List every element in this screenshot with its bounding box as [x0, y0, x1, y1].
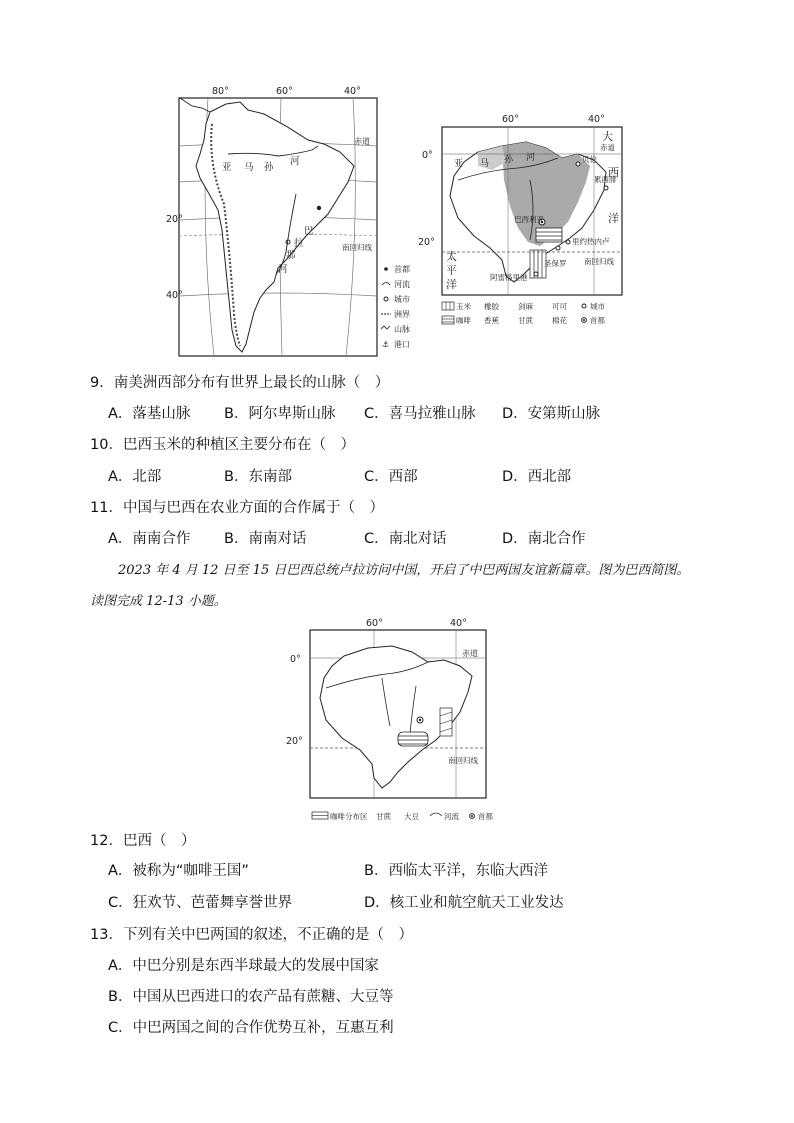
svg-text:可可: 可可	[552, 302, 567, 311]
svg-text:咖啡分布区: 咖啡分布区	[330, 812, 368, 821]
svg-text:拉: 拉	[294, 238, 304, 249]
question-10-stem: 10．巴西玉米的种植区主要分布在（ ）	[90, 437, 355, 453]
svg-text:巴西利亚: 巴西利亚	[514, 215, 544, 224]
q12-option-c[interactable]: C．狂欢节、芭蕾舞享誉世界	[108, 895, 293, 911]
q11-option-a[interactable]: A．南南合作	[108, 531, 191, 547]
svg-text:60°: 60°	[366, 618, 383, 629]
q11-option-c[interactable]: C．南北对话	[364, 531, 447, 547]
svg-text:河: 河	[290, 156, 300, 167]
svg-text:南回归线: 南回归线	[448, 756, 478, 765]
svg-text:西: 西	[608, 166, 619, 179]
svg-text:香蕉: 香蕉	[484, 316, 499, 325]
svg-text:太: 太	[446, 250, 457, 263]
svg-text:首都: 首都	[590, 316, 605, 325]
svg-text:40°: 40°	[588, 114, 605, 125]
svg-text:赤道: 赤道	[462, 649, 478, 658]
svg-text:贝伦: 贝伦	[582, 155, 597, 164]
svg-text:40°: 40°	[450, 618, 467, 629]
svg-text:20°: 20°	[418, 237, 435, 248]
svg-text:棉花: 棉花	[552, 316, 567, 325]
brazil-simple-map	[286, 616, 512, 824]
svg-text:0°: 0°	[290, 654, 301, 665]
svg-text:城市: 城市	[394, 295, 410, 304]
svg-text:马: 马	[480, 159, 490, 169]
q11-option-d[interactable]: D．南北合作	[502, 531, 586, 547]
svg-text:南回归线: 南回归线	[584, 257, 614, 266]
svg-text:孙: 孙	[264, 162, 274, 173]
intro-line-2: 读图完成 12-13 小题。	[90, 594, 227, 609]
q12-option-b[interactable]: B．西临太平洋，东临大西洋	[364, 863, 548, 879]
q10-option-b[interactable]: B．东南部	[224, 469, 292, 485]
svg-text:0°: 0°	[422, 150, 433, 161]
svg-text:首都: 首都	[478, 812, 493, 821]
svg-text:港口: 港口	[394, 340, 410, 349]
svg-text:首都: 首都	[394, 265, 410, 274]
svg-text:赤道: 赤道	[600, 143, 615, 152]
svg-text:剑麻: 剑麻	[518, 302, 533, 311]
q11-option-b[interactable]: B．南南对话	[224, 531, 307, 547]
q10-option-d[interactable]: D．西北部	[502, 469, 572, 485]
svg-text:洋: 洋	[608, 212, 619, 225]
svg-text:河: 河	[526, 153, 536, 163]
q10-option-a[interactable]: A．北部	[108, 469, 162, 485]
map1-lat-label: 20°	[166, 214, 183, 225]
q10-option-c[interactable]: C．西部	[364, 469, 418, 485]
svg-text:⚓: ⚓	[382, 340, 390, 349]
svg-text:20°: 20°	[286, 736, 303, 747]
map1-equator-label: 赤道	[354, 137, 370, 146]
svg-text:河流: 河流	[394, 280, 410, 289]
svg-text:洲界: 洲界	[394, 310, 410, 319]
q13-option-a[interactable]: A．中巴分别是东西半球最大的发展中国家	[108, 958, 379, 974]
svg-text:玉米: 玉米	[456, 302, 471, 311]
q12-option-d[interactable]: D．核工业和航空航天工业发达	[364, 895, 564, 911]
question-9-stem: 9．南美洲西部分布有世界上最长的山脉（ ）	[90, 375, 390, 391]
intro-line-1: 2023 年 4 月 12 日至 15 日巴西总统卢拉访问中国，开启了中巴两国友谊新篇章。图为巴西简图。	[118, 563, 690, 578]
svg-text:咖啡: 咖啡	[456, 316, 471, 325]
map1-tropic-label: 南回归线	[342, 243, 372, 252]
svg-text:亚: 亚	[454, 159, 464, 169]
question-12-stem: 12．巴西（ ）	[90, 833, 196, 849]
q9-option-c[interactable]: C．喜马拉雅山脉	[364, 406, 476, 422]
q13-option-c[interactable]: C．中巴两国之间的合作优势互补，互惠互利	[108, 1020, 394, 1036]
svg-text:亚: 亚	[222, 162, 232, 173]
svg-text:累西腓: 累西腓	[594, 175, 617, 184]
svg-text:城市: 城市	[590, 302, 605, 311]
svg-text:平: 平	[446, 264, 457, 277]
svg-text:河: 河	[278, 264, 288, 275]
svg-text:马: 马	[244, 162, 254, 173]
brazil-agriculture-map	[418, 110, 634, 332]
map1-lon-label: 60°	[276, 86, 293, 97]
map2-legend	[442, 301, 605, 325]
map1-lon-label: 80°	[212, 86, 229, 97]
map1-lon-label: 40°	[344, 86, 361, 97]
svg-text:山脉: 山脉	[394, 325, 410, 334]
q13-option-b[interactable]: B．中国从巴西进口的农产品有蔗糖、大豆等	[108, 989, 394, 1005]
svg-text:大: 大	[602, 130, 613, 143]
svg-text:孙: 孙	[504, 155, 514, 165]
map1-legend	[381, 264, 410, 349]
svg-text:阿雷格里港: 阿雷格里港	[490, 273, 528, 282]
map1-lat-label: 40°	[166, 290, 183, 301]
q9-option-b[interactable]: B．阿尔卑斯山脉	[224, 406, 336, 422]
q12-option-a[interactable]: A．被称为“咖啡王国”	[108, 863, 249, 879]
south-america-map	[166, 84, 410, 360]
svg-text:甘蔗: 甘蔗	[518, 316, 533, 325]
q9-option-a[interactable]: A．落基山脉	[108, 406, 191, 422]
svg-text:60°: 60°	[502, 114, 519, 125]
q9-option-d[interactable]: D．安第斯山脉	[502, 406, 601, 422]
svg-text:圣保罗: 圣保罗	[544, 259, 567, 268]
svg-text:巴: 巴	[304, 226, 314, 237]
svg-text:橡胶: 橡胶	[484, 302, 499, 311]
svg-text:那: 那	[286, 250, 296, 261]
question-11-stem: 11．中国与巴西在农业方面的合作属于（ ）	[90, 500, 384, 516]
question-13-stem: 13．下列有关中巴两国的叙述，不正确的是（ ）	[90, 927, 413, 943]
svg-text:河流: 河流	[444, 812, 459, 821]
map3-legend	[312, 811, 493, 821]
svg-text:洋: 洋	[446, 278, 457, 291]
svg-text:甘蔗: 甘蔗	[376, 812, 391, 821]
svg-text:里约热内卢: 里约热内卢	[572, 237, 610, 246]
svg-text:大豆: 大豆	[404, 812, 419, 821]
